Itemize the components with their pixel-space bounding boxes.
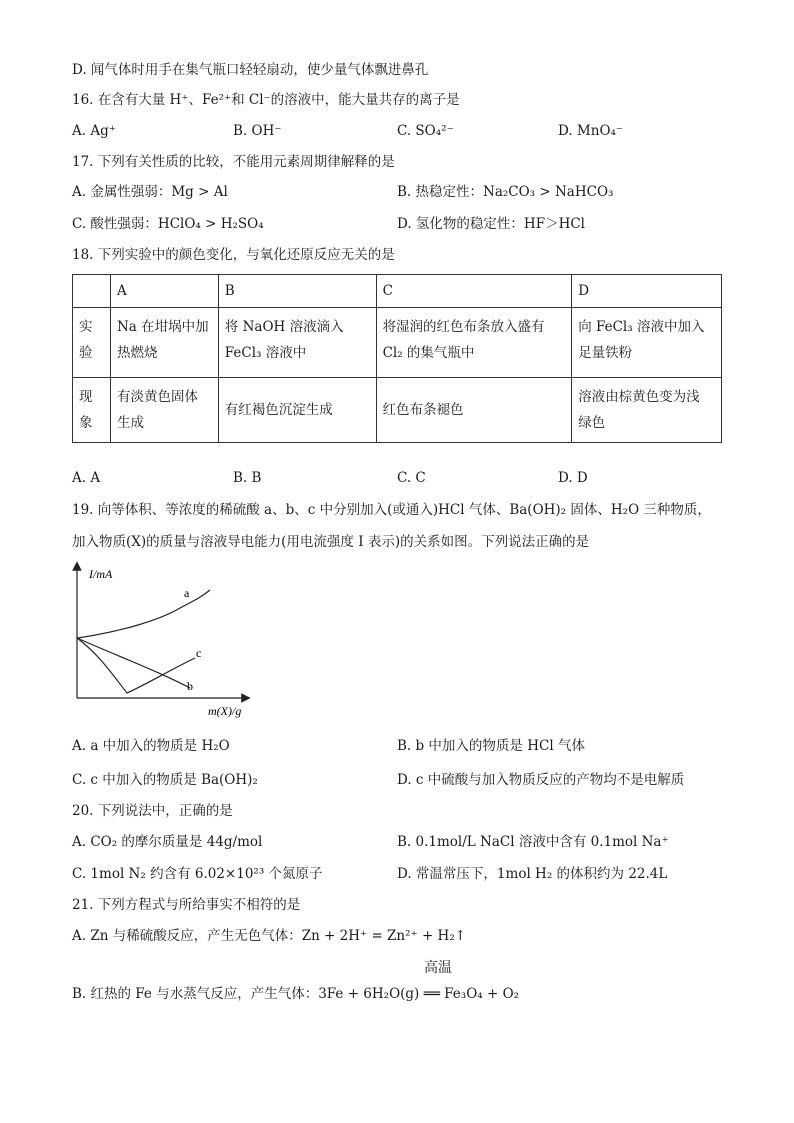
q19-option-a: A. a 中加入的物质是 H₂O	[72, 738, 230, 754]
series-b-label: b	[187, 679, 193, 693]
q16-option-a: A. Ag⁺	[72, 123, 116, 139]
table-header-cell: D	[572, 275, 722, 308]
question-19-line2: 加入物质(X)的质量与溶液导电能力(用电流强度 I 表示)的关系如图。下列说法正确的是	[72, 534, 590, 550]
q21-option-a: A. Zn 与稀硫酸反应，产生无色气体：Zn + 2H⁺ = Zn²⁺ + H₂↑	[72, 928, 467, 944]
table-cell: 有淡黄色固体 生成	[110, 378, 218, 443]
q19-option-c: C. c 中加入的物质是 Ba(OH)₂	[72, 772, 258, 788]
question-17: 17. 下列有关性质的比较，不能用元素周期律解释的是	[72, 154, 395, 170]
series-a-label: a	[184, 586, 190, 600]
q20-option-c: C. 1mol N₂ 约含有 6.02×10²³ 个氮原子	[72, 866, 323, 882]
series-a-line	[77, 590, 210, 638]
q16-option-d: D. MnO₄⁻	[558, 123, 624, 139]
q19-option-d: D. c 中硫酸与加入物质反应的产物均不是电解质	[397, 772, 685, 788]
table-header-row	[73, 275, 722, 308]
question-21: 21. 下列方程式与所给事实不相符的是	[72, 897, 301, 913]
q20-option-b: B. 0.1mol/L NaCl 溶液中含有 0.1mol Na⁺	[397, 834, 669, 850]
q18-option-b: B. B	[233, 470, 262, 486]
table-header-cell: B	[218, 275, 376, 308]
q20-option-a: A. CO₂ 的摩尔质量是 44g/mol	[72, 834, 263, 850]
q17-option-c: C. 酸性强弱：HClO₄ > H₂SO₄	[72, 216, 264, 232]
y-axis-label: I/mA	[89, 567, 113, 581]
conductivity-chart	[60, 560, 260, 720]
q20-option-d: D. 常温常压下，1mol H₂ 的体积约为 22.4L	[397, 866, 668, 882]
table-cell: Na 在坩埚中加 热燃烧	[110, 308, 218, 378]
x-axis-label: m(X)/g	[208, 704, 242, 718]
q18-option-d: D. D	[558, 470, 588, 486]
table-row-experiment	[73, 308, 722, 378]
q17-option-b: B. 热稳定性：Na₂CO₃ > NaHCO₃	[397, 184, 614, 200]
q18-option-c: C. C	[397, 470, 426, 486]
reaction-condition: 高温	[424, 960, 452, 976]
q18-option-a: A. A	[72, 470, 101, 486]
question-18: 18. 下列实验中的颜色变化，与氧化还原反应无关的是	[72, 247, 395, 263]
row-label: 现 象	[73, 378, 111, 443]
row-label: 实 验	[73, 308, 111, 378]
table-row-phenomenon	[73, 378, 722, 443]
table-cell: 红色布条褪色	[376, 378, 572, 443]
q16-option-c: C. SO₄²⁻	[397, 123, 454, 139]
series-c-label: c	[196, 646, 202, 660]
experiment-table	[72, 274, 722, 443]
q16-option-b: B. OH⁻	[233, 123, 282, 139]
table-header-cell: A	[110, 275, 218, 308]
q21-option-b: B. 红热的 Fe 与水蒸气反应，产生气体：3Fe + 6H₂O(g) ══ Fe₃O₄ + O₂	[72, 986, 520, 1002]
question-16: 16. 在含有大量 H⁺、Fe²⁺和 Cl⁻的溶液中，能大量共存的离子是	[72, 92, 460, 108]
question-20: 20. 下列说法中，正确的是	[72, 803, 233, 819]
option-d-previous: D. 闻气体时用手在集气瓶口轻轻扇动，使少量气体飘进鼻孔	[72, 62, 429, 78]
q19-option-b: B. b 中加入的物质是 HCl 气体	[397, 738, 585, 754]
q17-option-a: A. 金属性强弱：Mg > Al	[72, 184, 228, 200]
table-cell: 将湿润的红色布条放入盛有 Cl₂ 的集气瓶中	[376, 308, 572, 378]
table-cell: 将 NaOH 溶液滴入 FeCl₃ 溶液中	[218, 308, 376, 378]
q17-option-d: D. 氢化物的稳定性：HF＞HCl	[397, 216, 585, 232]
table-header-cell: C	[376, 275, 572, 308]
series-b-line	[77, 638, 190, 688]
table-header-cell	[73, 275, 111, 308]
table-cell: 溶液由棕黄色变为浅 绿色	[572, 378, 722, 443]
table-cell: 向 FeCl₃ 溶液中加入 足量铁粉	[572, 308, 722, 378]
question-19-line1: 19. 向等体积、等浓度的稀硫酸 a、b、c 中分别加入(或通入)HCl 气体、Ba(OH)₂ 固体、H₂O 三种物质，	[72, 502, 711, 518]
table-cell: 有红褐色沉淀生成	[218, 378, 376, 443]
